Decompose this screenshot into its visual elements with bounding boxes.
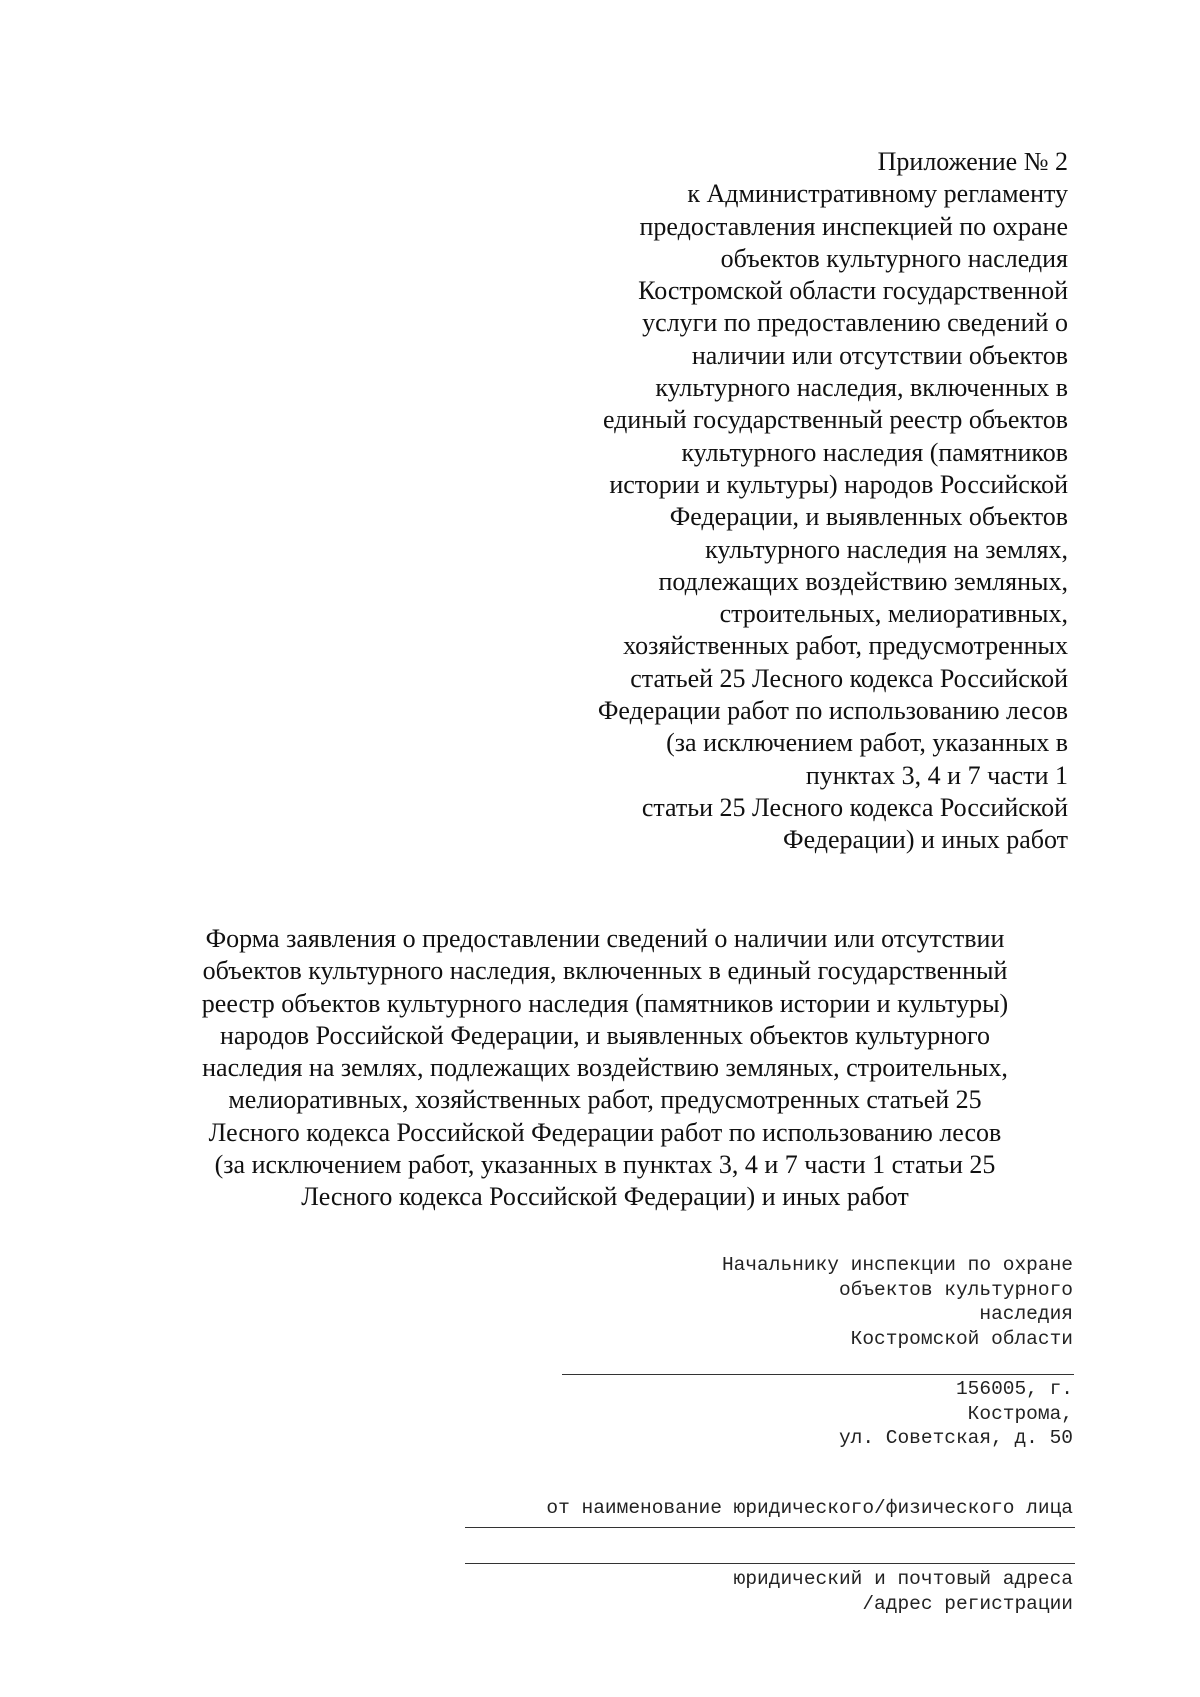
appendix-line: Приложение № 2 xyxy=(877,147,1068,176)
appendix-line: хозяйственных работ, предусмотренных xyxy=(623,631,1068,661)
appendix-line: статьей 25 Лесного кодекса Российской xyxy=(630,663,1068,693)
appendix-line: культурного наследия, включенных в xyxy=(655,373,1068,403)
sender-address-line xyxy=(465,1563,1075,1564)
form-title-line: мелиоративных, хозяйственных работ, предусмотренных статьей 25 xyxy=(228,1085,982,1115)
form-title-line: Лесного кодекса Российской Федерации) и иных работ xyxy=(301,1182,909,1212)
addressee-line: Начальнику инспекции по охране xyxy=(721,1254,1073,1276)
appendix-line: наличии или отсутствии объектов xyxy=(691,340,1068,370)
appendix-line: единый государственный реестр объектов xyxy=(602,405,1068,435)
form-title-line: реестр объектов культурного наследия (памятников истории и культуры) xyxy=(201,988,1009,1018)
form-title-line: Лесного кодекса Российской Федерации работ по использованию лесов xyxy=(208,1117,1002,1147)
appendix-header xyxy=(508,146,1068,857)
form-title-line: наследия на землях, подлежащих воздействию земляных, строительных, xyxy=(202,1053,1008,1083)
inspection-address xyxy=(373,1377,1073,1451)
appendix-line: истории и культуры) народов Российской xyxy=(609,469,1068,499)
appendix-line: (за исключением работ, указанных в xyxy=(666,728,1068,758)
address-label xyxy=(373,1567,1073,1616)
form-title-line: (за исключением работ, указанных в пунктах 3, 4 и 7 части 1 статьи 25 xyxy=(214,1150,996,1180)
address-label-line: юридический и почтовый адреса xyxy=(733,1568,1073,1590)
appendix-line: Федерации работ по использованию лесов xyxy=(597,696,1068,726)
addressee-line: Костромской области xyxy=(850,1327,1073,1350)
appendix-line: пунктах 3, 4 и 7 части 1 xyxy=(805,760,1068,790)
appendix-line: объектов культурного наследия xyxy=(720,243,1068,273)
address-line: Кострома, xyxy=(967,1402,1073,1425)
appendix-line: предоставления инспекцией по охране xyxy=(639,211,1068,241)
form-title-line: народов Российской Федерации, и выявленных объектов культурного xyxy=(219,1020,991,1050)
addressee-line: наследия xyxy=(979,1303,1073,1325)
appendix-line: культурного наследия на землях, xyxy=(705,534,1068,564)
appendix-line: культурного наследия (памятников xyxy=(681,437,1068,467)
address-line: 156005, г. xyxy=(955,1378,1073,1400)
addressee-line: объектов культурного xyxy=(838,1278,1073,1301)
appendix-line: услуги по предоставлению сведений о xyxy=(642,308,1068,338)
appendix-line: Федерации, и выявленных объектов xyxy=(669,502,1068,532)
address-label-line: /адрес регистрации xyxy=(862,1592,1073,1615)
appendix-line: Федерации) и иных работ xyxy=(783,825,1068,855)
appendix-line: статьи 25 Лесного кодекса Российской xyxy=(641,792,1068,822)
form-title-line: объектов культурного наследия, включенных в единый государственный xyxy=(202,956,1008,986)
addressee-block xyxy=(373,1253,1073,1351)
form-title-line: Форма заявления о предоставлении сведений о наличии или отсутствии xyxy=(205,924,1005,953)
sender-label: от наименование юридического/физического лица xyxy=(546,1497,1073,1519)
appendix-line: подлежащих воздействию земляных, xyxy=(658,566,1068,596)
sender-name-line xyxy=(465,1527,1075,1528)
appendix-line: строительных, мелиоративных, xyxy=(719,599,1068,629)
fill-in-line xyxy=(562,1374,1074,1375)
appendix-line: к Административному регламенту xyxy=(687,179,1068,209)
form-title xyxy=(140,923,1070,1214)
appendix-line: Костромской области государственной xyxy=(638,276,1068,306)
address-line: ул. Советская, д. 50 xyxy=(838,1427,1073,1449)
